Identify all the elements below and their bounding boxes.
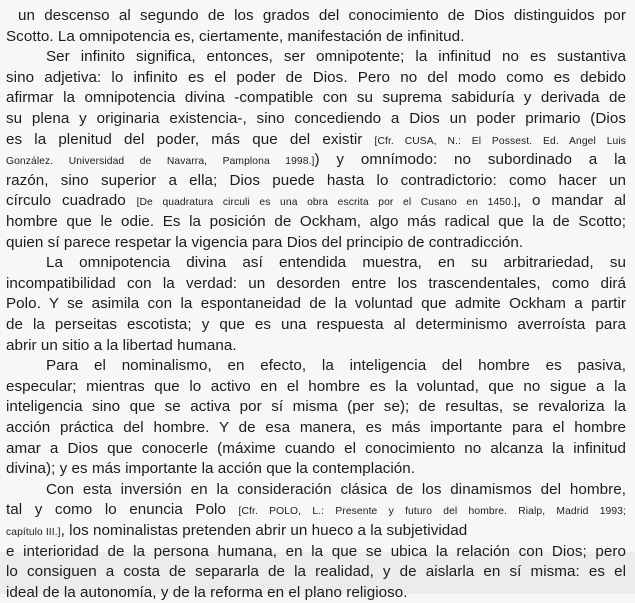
text-run: Ser infinito significa, entonces, ser omnipotente; la infinitud no es sustantiva: [46, 48, 626, 66]
text-run: , los nominalistas pretenden abrir un hueco a la subjetividad: [60, 522, 468, 539]
citation: capítulo III.]: [6, 527, 61, 538]
text-line: [6, 27, 626, 47]
text-line: [46, 47, 626, 67]
text-run: Polo. Y se asimila con la espontaneidad de la voluntad que admite Ockham a partir: [6, 295, 626, 313]
text-line: [46, 480, 626, 500]
text-run: es la plenitud del poder, más que del existir: [6, 130, 375, 148]
text-line: [6, 397, 626, 417]
text-line: [6, 191, 626, 213]
text-line: [6, 68, 626, 88]
text-line: [6, 418, 626, 438]
text-run: divina); y es más importante la acción que la contemplación.: [6, 460, 416, 478]
citation: [De quadratura circuli es una obra escrita por el Cusano en 1450.]: [136, 197, 517, 209]
citation: [Cfr. CUSA, N.: El Possest. Ed. Angel Luis: [374, 135, 626, 147]
text-line: [6, 583, 626, 603]
text-line: [46, 356, 626, 376]
text-run: su plena y originaria existencia-, sino concediendo a Dios un poder primario (Dios: [6, 110, 626, 127]
text-run: razón, sino superior a ella; Dios puede hasta lo contradictorio: como hacer un: [6, 171, 626, 189]
text-run: un descenso al segundo de los grados del conocimiento de Dios distinguidos por: [18, 7, 626, 24]
text-line: [6, 542, 626, 562]
text-line: [6, 212, 626, 232]
text-run: ideal de la autonomía, y de la reforma en el plano religioso.: [6, 583, 408, 601]
text-run: tal y como lo enuncia Polo: [6, 501, 239, 519]
text-line: [6, 439, 626, 459]
text-run: de la perseitas escotista; y que es una respuesta al determinismo averroísta para: [6, 316, 626, 333]
text-run: , o mandar al: [516, 192, 626, 210]
text-run: e interioridad de la persona humana, en la que se ubica la relación con Dios; pero: [6, 542, 626, 560]
text-run: acción práctica del hombre. Y de esa manera, es más importante para el hombre: [6, 419, 626, 436]
text-line: [6, 377, 626, 397]
text-line: [6, 150, 626, 172]
text-run: sino adjetiva: lo infinito es el poder de Dios. Pero no del modo como es debido: [6, 68, 626, 86]
text-line: [18, 6, 626, 26]
text-line: [6, 130, 626, 152]
text-line: [6, 294, 626, 314]
text-run: inteligencia sino que se activa por sí misma (per se); de resultas, se revaloriza la: [6, 398, 626, 416]
text-run: lo consiguen a costa de separarla de la realidad, y de aislarla en sí misma: es el: [6, 563, 626, 581]
text-line: [6, 274, 626, 294]
text-run: incompatibilidad con la verdad: un desorden entre los trascendentales, como dirá: [6, 274, 626, 292]
text-line: [6, 315, 626, 335]
text-run: quien sí parece respetar la vigencia para Dios del principio de contradicción.: [6, 233, 524, 251]
text-line: [6, 459, 626, 479]
text-line: [6, 500, 626, 522]
text-run: afirmar la omnipotencia divina -compatible con su suprema sabiduría y derivada de: [6, 89, 626, 107]
text-run: círculo cuadrado: [6, 192, 137, 210]
citation: [Cfr. POLO, L.: Presente y futuro del hombre. Rialp, Madrid 1993;: [238, 506, 626, 518]
text-run: Scotto. La omnipotencia es, ciertamente, manifestación de infinitud.: [6, 27, 465, 45]
text-line: [6, 233, 626, 253]
text-run: Para el nominalismo, en efecto, la inteligencia del hombre es pasiva,: [46, 357, 626, 375]
text-line: [6, 562, 626, 582]
text-run: hombre que le odie. Es la posición de Ockham, algo más radical que la de Scotto;: [6, 213, 626, 230]
text-line: [6, 521, 626, 543]
text-run: amar a Dios que conocerle (máxime cuando el conocimiento no alcanza la infinitud: [6, 439, 626, 457]
text-run: ) y omnímodo: no subordinado a la: [314, 151, 626, 169]
text-run: Con esta inversión en la consideración clásica de los dinamismos del hombre,: [46, 480, 626, 498]
text-run: especular; mientras que lo activo en el hombre es la voluntad, que no sigue a la: [6, 377, 626, 395]
text-line: [6, 88, 626, 108]
text-line: [6, 336, 626, 356]
text-run: abrir un sitio a la libertad humana.: [6, 336, 237, 354]
text-line: [46, 253, 626, 273]
text-line: [6, 171, 626, 191]
text-line: [6, 109, 626, 129]
text-run: La omnipotencia divina así entendida muestra, en su arbitrariedad, su: [46, 254, 626, 272]
citation: González. Universidad de Navarra, Pamplona 1998.]: [6, 156, 315, 168]
